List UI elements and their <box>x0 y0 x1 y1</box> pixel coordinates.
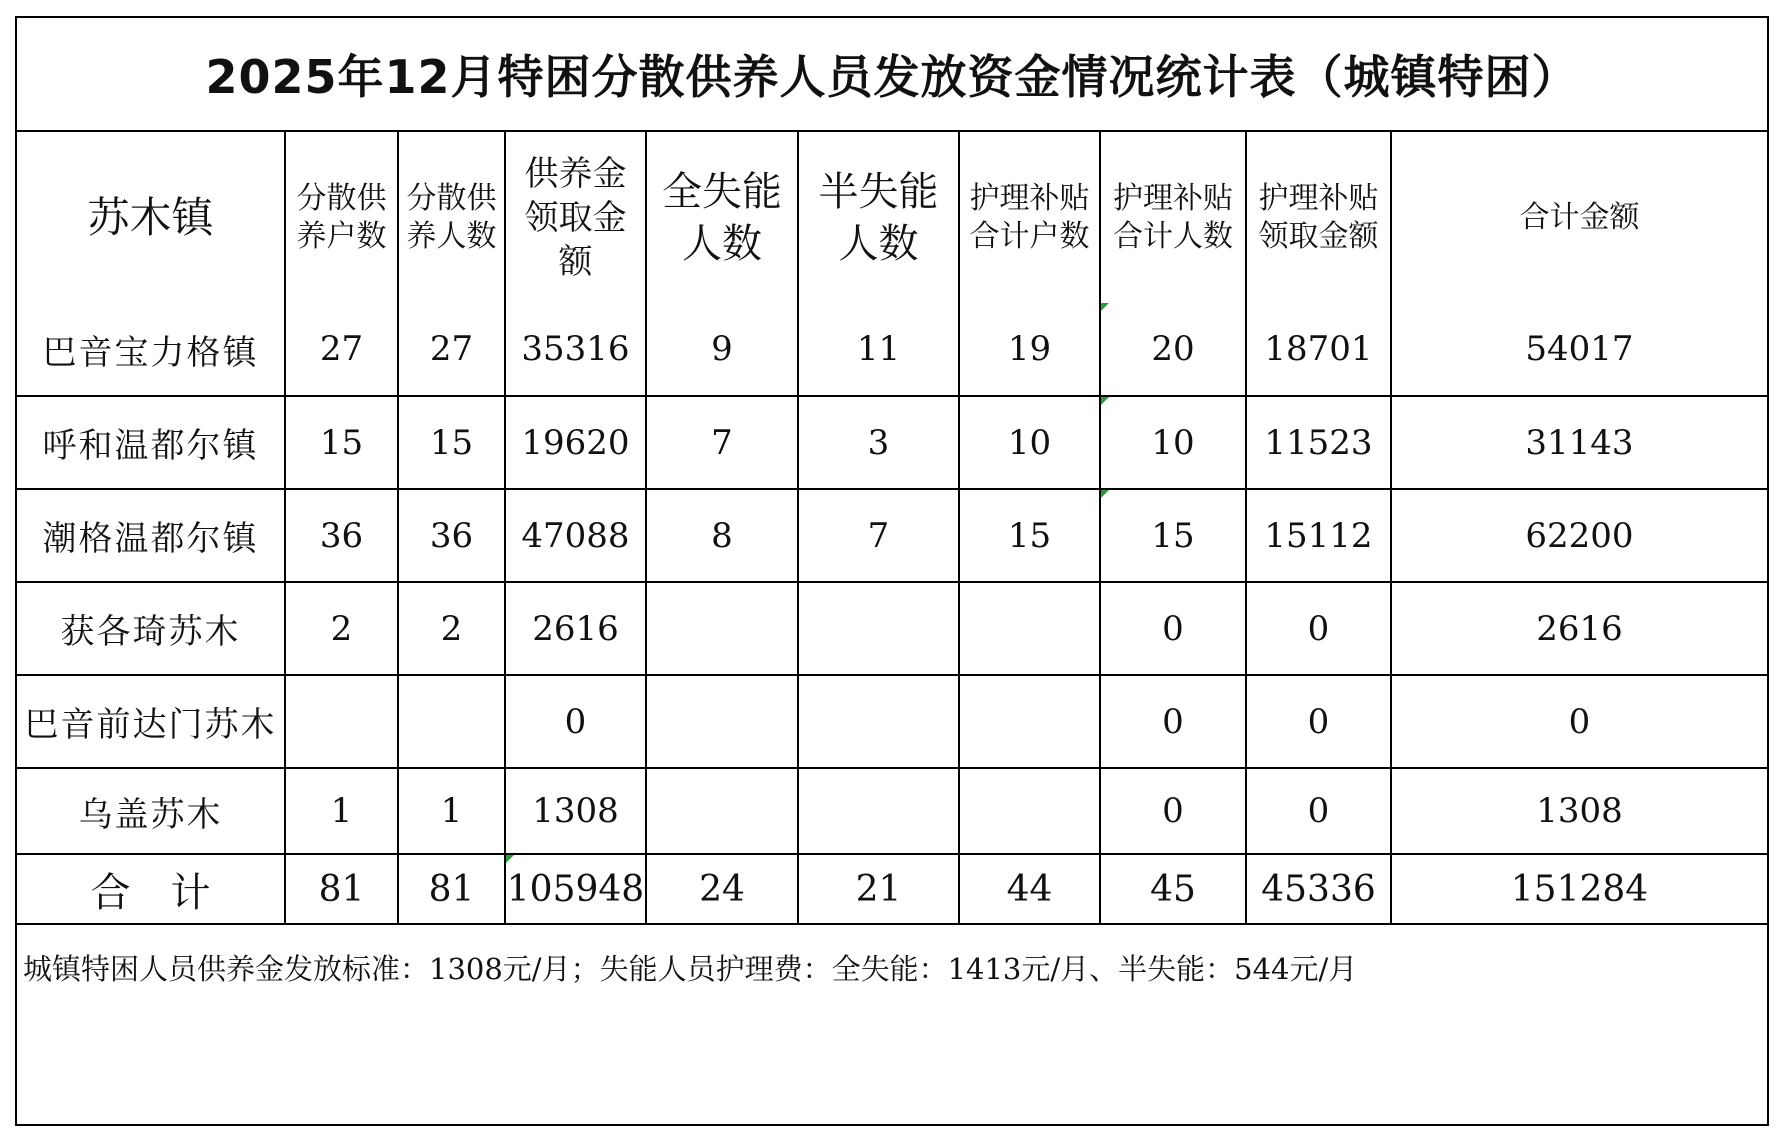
cell-care-amount: 0 <box>1246 675 1391 768</box>
header-full-line2: 人数 <box>682 220 762 267</box>
cell-persons: 2 <box>398 582 505 675</box>
total-care-persons: 45 <box>1100 854 1246 923</box>
cell-households: 1 <box>285 768 398 854</box>
header-households <box>285 132 398 303</box>
row-town: 潮格温都尔镇 <box>17 489 285 582</box>
total-care-households: 44 <box>959 854 1100 923</box>
cell-care-persons: 15 <box>1100 489 1246 582</box>
header-care-persons <box>1100 132 1246 303</box>
cell-care-persons: 10 <box>1100 396 1246 489</box>
cell-care-households <box>959 675 1100 768</box>
cell-persons: 36 <box>398 489 505 582</box>
header-households-line2: 养户数 <box>296 218 387 254</box>
total-households: 81 <box>285 854 398 923</box>
total-half: 21 <box>798 854 959 923</box>
cell-full: 9 <box>646 303 798 396</box>
cell-full <box>646 768 798 854</box>
total-persons: 81 <box>398 854 505 923</box>
total-support: 105948 <box>505 854 646 923</box>
cell-support: 2616 <box>505 582 646 675</box>
cell-care-persons: 0 <box>1100 582 1246 675</box>
header-households-line1: 分散供 <box>296 180 387 216</box>
cell-total: 0 <box>1391 675 1767 768</box>
cell-care-amount: 15112 <box>1246 489 1391 582</box>
cell-care-households <box>959 582 1100 675</box>
cell-full: 7 <box>646 396 798 489</box>
cell-half <box>798 675 959 768</box>
cell-support: 1308 <box>505 768 646 854</box>
table-row <box>17 489 1767 582</box>
cell-half <box>798 768 959 854</box>
cell-full <box>646 582 798 675</box>
cell-households: 27 <box>285 303 398 396</box>
footnote: 城镇特困人员供养金发放标准：1308元/月；失能人员护理费：全失能：1413元/月、半失能：544元/月 <box>17 923 1767 1010</box>
cell-total: 2616 <box>1391 582 1767 675</box>
table-row <box>17 582 1767 675</box>
header-care-households <box>959 132 1100 303</box>
header-care-hh-line2: 合计户数 <box>969 218 1090 254</box>
cell-care-households: 10 <box>959 396 1100 489</box>
cell-full <box>646 675 798 768</box>
cell-care-amount: 11523 <box>1246 396 1391 489</box>
cell-care-persons: 20 <box>1100 303 1246 396</box>
totals-label: 合计 <box>17 854 285 923</box>
statistics-sheet <box>15 16 1769 1126</box>
cell-care-households: 19 <box>959 303 1100 396</box>
cell-care-amount: 0 <box>1246 768 1391 854</box>
header-half-disability <box>798 132 959 303</box>
header-support <box>505 132 646 303</box>
cell-care-amount: 18701 <box>1246 303 1391 396</box>
header-full-disability <box>646 132 798 303</box>
cell-care-persons: 0 <box>1100 768 1246 854</box>
cell-households: 36 <box>285 489 398 582</box>
cell-care-persons: 0 <box>1100 675 1246 768</box>
cell-half: 7 <box>798 489 959 582</box>
table-row <box>17 303 1767 396</box>
header-full-line1: 全失能 <box>662 168 782 215</box>
header-care-amt-line2: 领取金额 <box>1258 218 1379 254</box>
cell-full: 8 <box>646 489 798 582</box>
total-care-amount: 45336 <box>1246 854 1391 923</box>
cell-support: 0 <box>505 675 646 768</box>
cell-care-households <box>959 768 1100 854</box>
cell-support: 35316 <box>505 303 646 396</box>
cell-persons <box>398 675 505 768</box>
header-care-hh-line1: 护理补贴 <box>969 180 1090 216</box>
header-care-amt-line1: 护理补贴 <box>1258 180 1379 216</box>
total-full: 24 <box>646 854 798 923</box>
table-row <box>17 396 1767 489</box>
table-row <box>17 675 1767 768</box>
cell-care-amount: 0 <box>1246 582 1391 675</box>
table-row <box>17 768 1767 854</box>
cell-households: 2 <box>285 582 398 675</box>
row-town: 巴音前达门苏木 <box>17 675 285 768</box>
header-half-line1: 半失能 <box>818 168 939 215</box>
header-support-line1: 供养金 <box>524 153 627 194</box>
header-support-line3: 额 <box>558 241 593 282</box>
cell-support: 47088 <box>505 489 646 582</box>
cell-persons: 1 <box>398 768 505 854</box>
totals-row <box>17 854 1767 923</box>
cell-total: 62200 <box>1391 489 1767 582</box>
cell-persons: 15 <box>398 396 505 489</box>
total-amount: 151284 <box>1391 854 1767 923</box>
cell-total: 31143 <box>1391 396 1767 489</box>
cell-households: 15 <box>285 396 398 489</box>
header-care-p-line1: 护理补贴 <box>1113 180 1233 216</box>
row-town: 乌盖苏木 <box>17 768 285 854</box>
cell-households <box>285 675 398 768</box>
row-town: 巴音宝力格镇 <box>17 303 285 396</box>
row-town: 呼和温都尔镇 <box>17 396 285 489</box>
header-support-line2: 领取金 <box>524 197 627 238</box>
header-persons-line2: 养人数 <box>406 218 497 254</box>
row-town: 获各琦苏木 <box>17 582 285 675</box>
cell-half: 11 <box>798 303 959 396</box>
header-persons-line1: 分散供 <box>406 180 497 216</box>
cell-care-households: 15 <box>959 489 1100 582</box>
cell-support: 19620 <box>505 396 646 489</box>
cell-half: 3 <box>798 396 959 489</box>
header-town: 苏木镇 <box>17 132 285 303</box>
cell-total: 1308 <box>1391 768 1767 854</box>
header-persons <box>398 132 505 303</box>
header-care-amount <box>1246 132 1391 303</box>
cell-total: 54017 <box>1391 303 1767 396</box>
header-row <box>17 132 1767 303</box>
cell-half <box>798 582 959 675</box>
header-half-line2: 人数 <box>838 220 919 267</box>
cell-persons: 27 <box>398 303 505 396</box>
statistics-table <box>17 132 1767 923</box>
header-total-amount: 合计金额 <box>1391 132 1767 303</box>
header-care-p-line2: 合计人数 <box>1113 218 1233 254</box>
page-title: 2025年12月特困分散供养人员发放资金情况统计表（城镇特困） <box>17 18 1767 132</box>
